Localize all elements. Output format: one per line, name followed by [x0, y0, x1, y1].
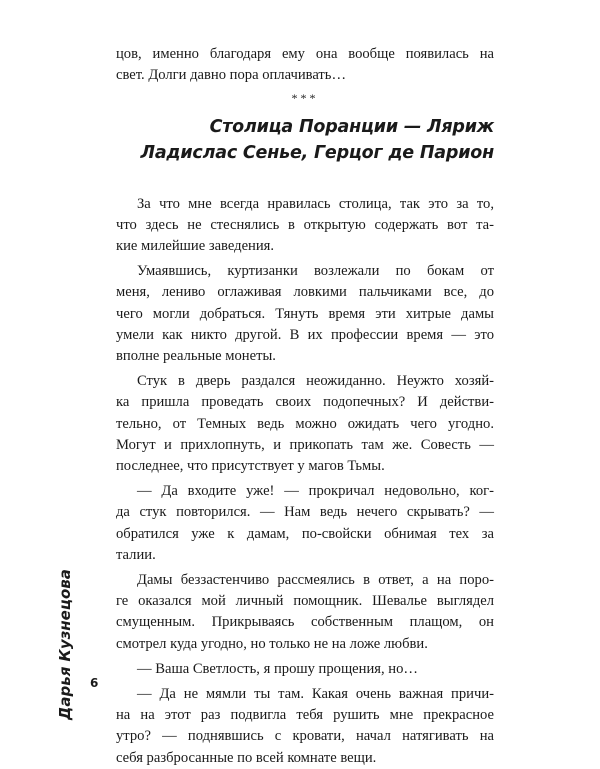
text-line: смотрел куда угодно, но только не на ложе любви. — [116, 635, 428, 652]
text-line: ка пришла проведать своих подопечных? И действи- — [116, 394, 494, 411]
paragraph — [116, 481, 494, 566]
section-separator: *** — [291, 91, 319, 106]
text-line: чего могли добраться. Тянуть время эти хитрые дамы — [116, 305, 494, 322]
text-line: — Да не мямли ты там. Какая очень важная причи- — [137, 686, 494, 703]
text-line: тельно, от Темных ведь можно ожидать чего угодно. — [116, 415, 494, 432]
text-line: на на этот раз подвигла тебя рушить мне прекрасное — [116, 707, 494, 724]
text-line: Могут и прихлопнуть, и прикопать там же. Совесть — — [116, 436, 494, 453]
text-line: талии. — [116, 546, 156, 563]
paragraphs — [116, 194, 494, 769]
text-line: Дамы беззастенчиво рассмеялись в ответ, а на поро- — [137, 572, 494, 589]
text-line: умели как никто другой. В их профессии время — это — [116, 326, 494, 343]
text-line: утро? — поднявшись с кровати, начал натягивать на — [116, 728, 494, 745]
text-line: За что мне всегда нравилась столица, так это за то, — [137, 195, 494, 212]
text-line: ге оказался мой личный помощник. Шевалье выглядел — [116, 593, 494, 610]
text-line: обратился уже к дамам, по-свойски обнимая тех за — [116, 525, 494, 542]
text-line: себя разбросанные по всей комнате вещи. — [116, 749, 377, 766]
text-line: последнее, что присутствует у магов Тьмы. — [116, 458, 385, 475]
text-line: кие милейшие заведения. — [116, 238, 275, 255]
heading-character: Ладислас Сенье, Герцог де Парион — [140, 142, 494, 163]
page-number: 6 — [90, 676, 99, 690]
author-signature: Дарья Кузнецова — [56, 569, 74, 720]
chapter-heading — [116, 114, 494, 166]
text-line: смущенным. Прикрываясь собственным плащом, он — [116, 614, 494, 631]
paragraph — [116, 684, 494, 769]
text-line: — Ваша Светлость, я прошу прощения, но… — [137, 660, 418, 677]
paragraph — [116, 570, 494, 655]
text-line: — Да входите уже! — прокричал недовольно, ког- — [137, 483, 494, 500]
text-line: цов, именно благодаря ему она вообще появилась на — [116, 46, 494, 62]
paragraph — [116, 371, 494, 477]
text-line: меня, лениво оглаживая ловкими пальчиками все, до — [116, 284, 494, 301]
paragraph — [116, 659, 494, 680]
text-line: что здесь не стеснялись в открытую содержать вот та- — [116, 216, 494, 233]
body-text — [116, 44, 494, 769]
text-line: Стук в дверь раздался неожиданно. Неужто хозяй- — [137, 373, 494, 390]
text-line: да стук повторился. — Нам ведь нечего скрывать? — — [116, 504, 494, 521]
paragraph — [116, 261, 494, 367]
text-line: Умаявшись, куртизанки возлежали по бокам от — [137, 263, 494, 280]
text-line: вполне реальные монеты. — [116, 348, 276, 365]
paragraph — [116, 194, 494, 258]
text-line: свет. Долги давно пора оплачивать… — [116, 67, 347, 84]
heading-location: Столица Поранции — Ляриж — [209, 116, 494, 137]
